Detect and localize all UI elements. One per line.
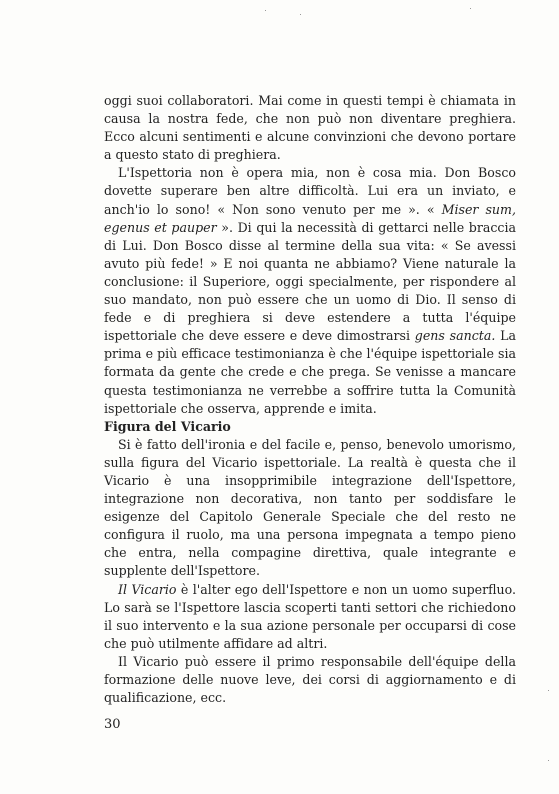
- page-body: [104, 92, 516, 707]
- page-number: 30: [104, 717, 121, 732]
- paragraph-5: Il Vicario può essere il primo responsabile dell'équipe della formazione delle nuove leve, dei corsi di aggiornamento e di qualificazione, ecc.: [104, 653, 516, 706]
- scan-speck: [265, 10, 266, 11]
- paragraph-2: [104, 164, 516, 417]
- paragraph-4-text: è l'alter ego dell'Ispettore e non un uomo superfluo. Lo sarà se l'Ispettore lascia scoperti tanti settori che richiedono il suo intervento e la sua azione personale per occuparsi di cose che può utilmente affidare ad altri.: [104, 581, 516, 651]
- paragraph-2-text-b: ». Di qui la necessità di gettarci nelle braccia di Lui. Don Bosco disse al termine della sua vita: « Se avessi avuto più fede! » E noi quanta ne abbiamo? Viene naturale la conclusione: il Superiore, oggi specialmente, per rispondere al suo mandato, non può essere che un uomo di Dio. Il senso di fede e di preghiera si deve estendere a tutta l'équipe ispettoriale che deve essere e deve dimostrarsi: [104, 219, 516, 344]
- latin-quote: Miser sum, egenus et pauper: [104, 201, 516, 235]
- paragraph-4: [104, 581, 516, 653]
- paragraph-1: oggi suoi collaboratori. Mai come in questi tempi è chiamata in causa la nostra fede, che non può non diventare preghiera. Ecco alcuni sentimenti e alcune convinzioni che devono portare a questo stato di preghiera.: [104, 93, 516, 163]
- paragraph-3: Si è fatto dell'ironia e del facile e, penso, benevolo umorismo, sulla figura del Vicario ispettoriale. La realtà è questa che il Vicario è una insopprimibile integrazione dell'Ispettore, integrazione non decorativa, non tanto per soddisfare le esigenze del Capitolo Generale Speciale che del resto ne configura il ruolo, ma una persona impegnata a tempo pieno che entra, nella compagine direttiva, quale integrante e supplente dell'Ispettore.: [104, 436, 516, 579]
- paragraph-2-text-a: L'Ispettoria non è opera mia, non è cosa mia. Don Bosco dovette superare ben altre difficoltà. Lui era un inviato, e anch'io lo sono! « Non sono venuto per me ». «: [104, 165, 516, 217]
- latin-phrase: gens sancta.: [414, 328, 496, 344]
- scan-speck: [548, 690, 549, 691]
- section-heading: Figura del Vicario: [104, 418, 231, 434]
- scan-speck: [470, 8, 471, 9]
- scan-speck: [548, 760, 549, 761]
- scan-speck: [300, 14, 301, 15]
- paragraph-2-text-c: La prima e più efficace testimonianza è che l'équipe ispettoriale sia formata da gente che crede e che prega. Se venisse a mancare questa testimonianza ne verrebbe a soffrire tutta la Comunità ispettoriale che osserva, apprende e imita.: [104, 328, 516, 416]
- paragraph-4-italic: Il Vicario: [118, 581, 177, 597]
